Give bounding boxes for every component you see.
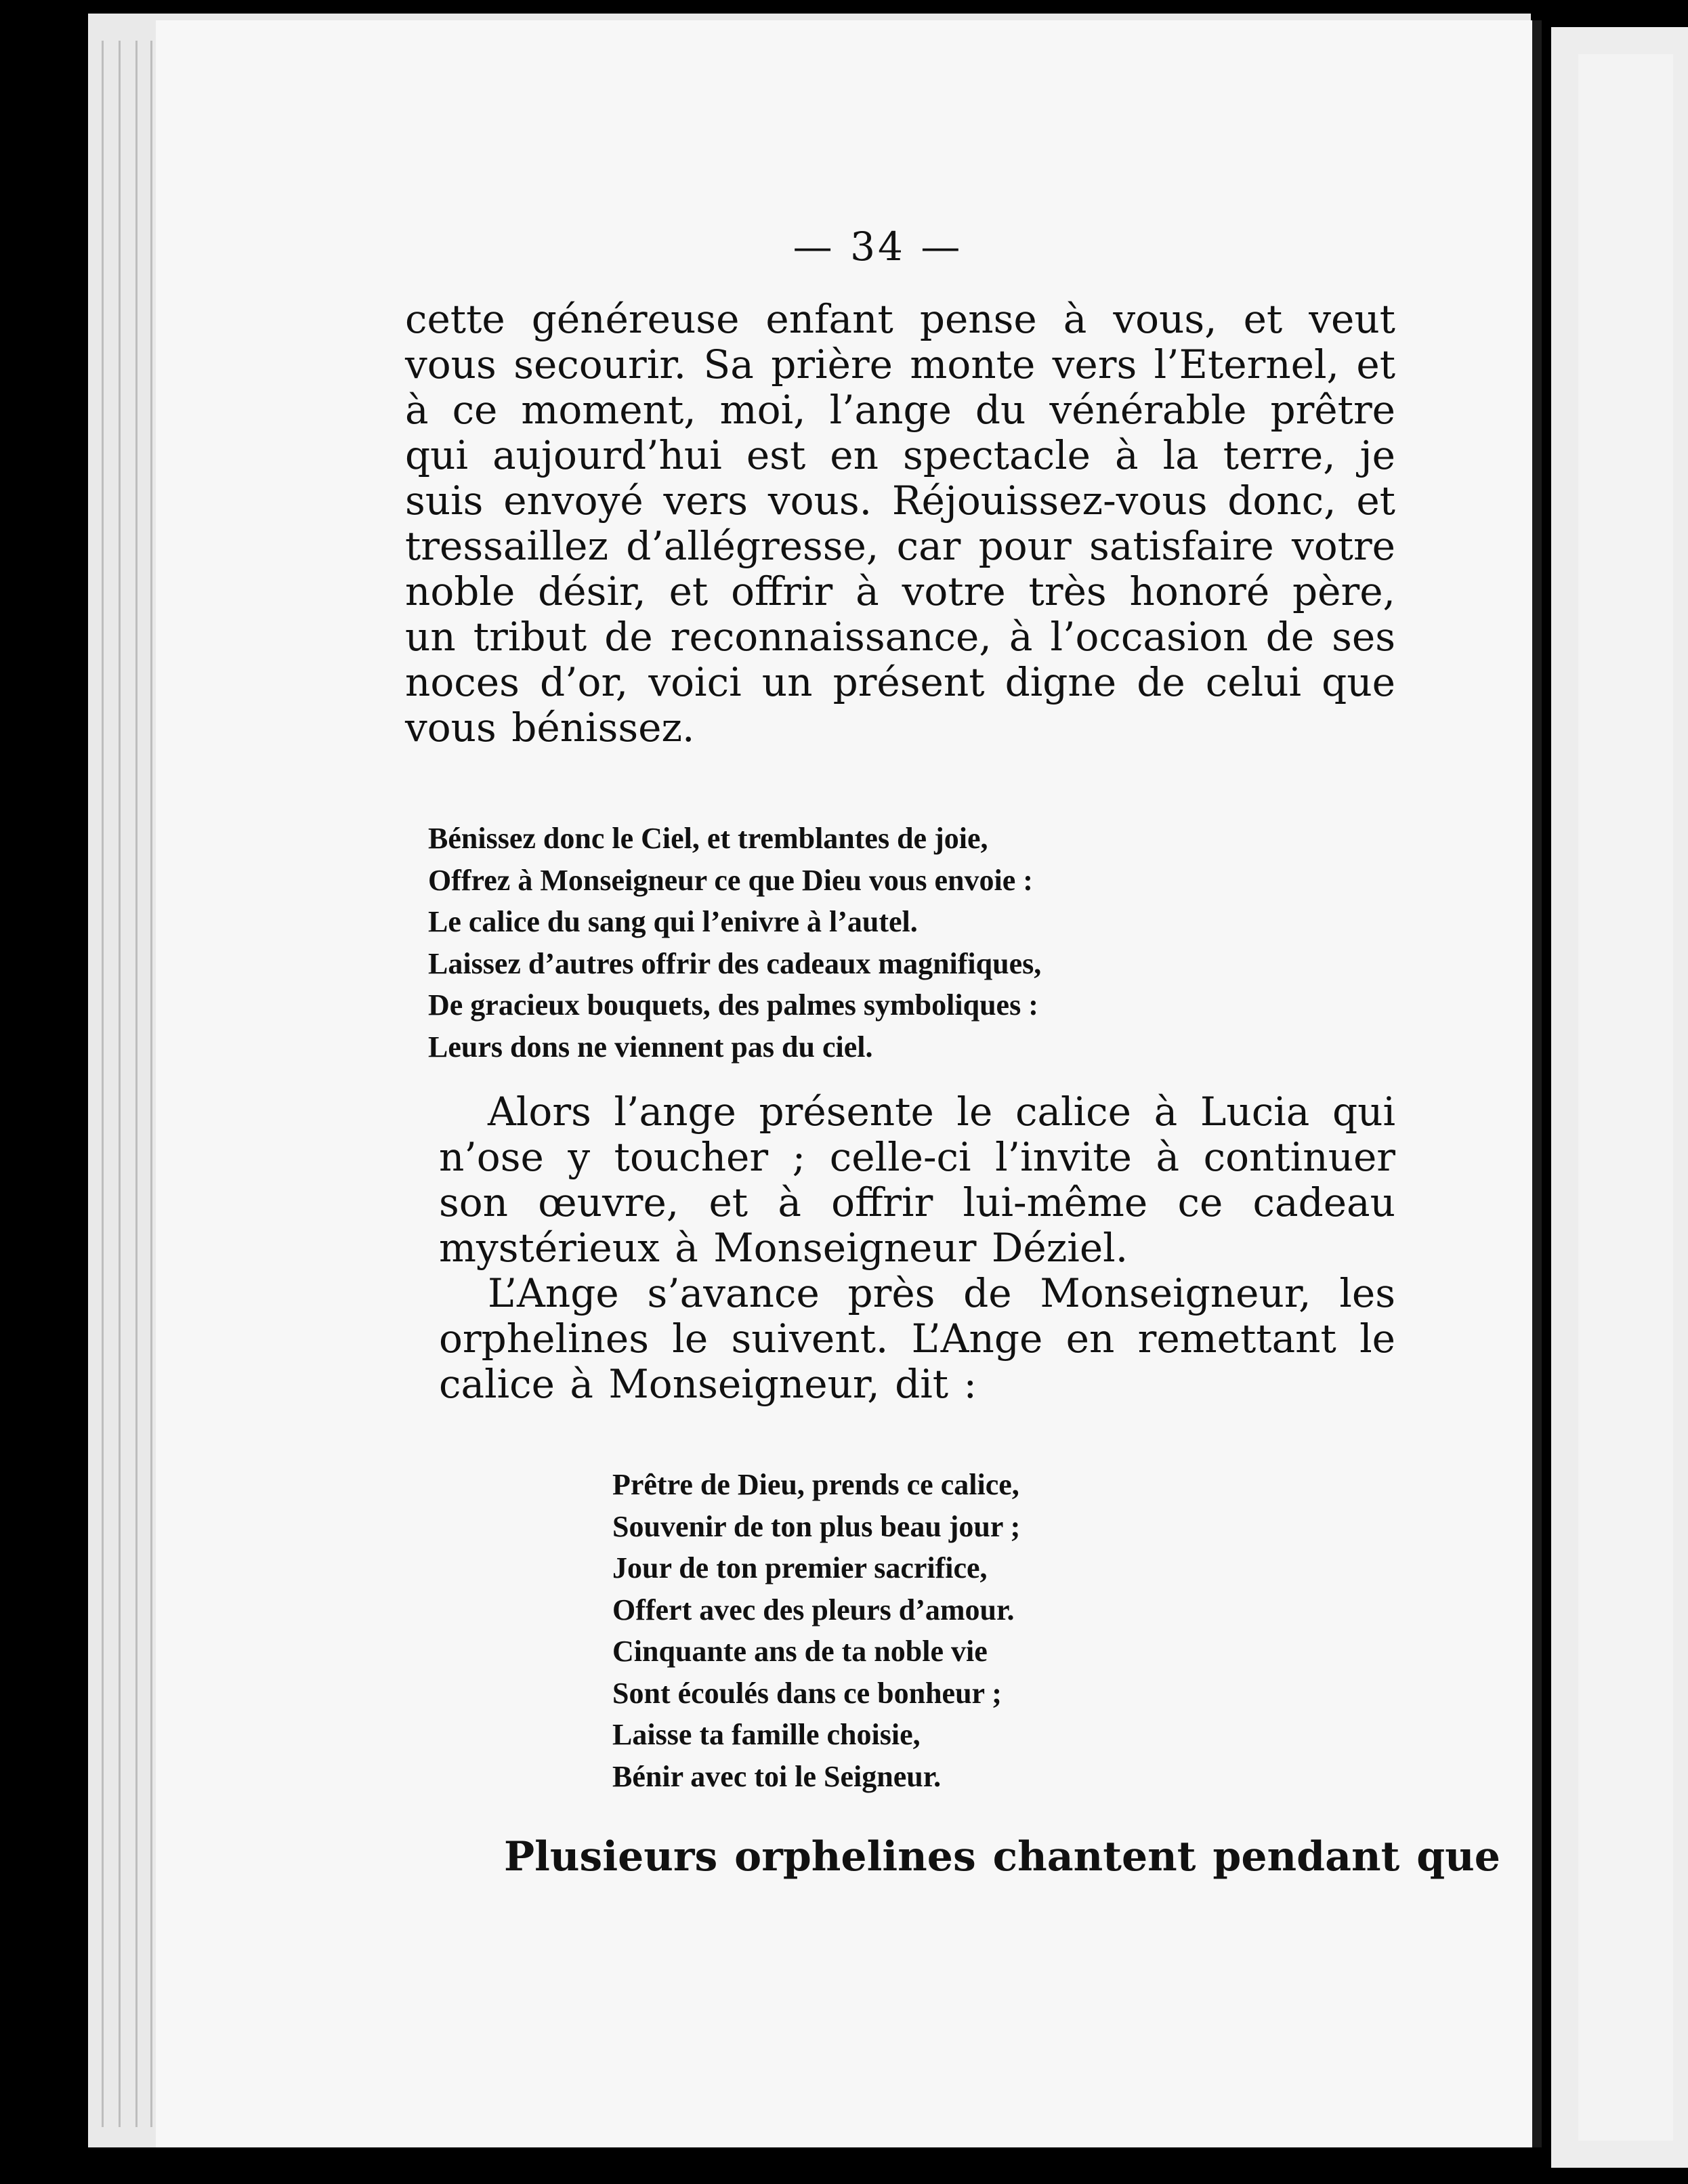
verse-1: [428, 818, 1041, 1068]
paragraph-1-text: cette généreuse enfant pense à vous, et veut vous secourir. Sa prière monte vers l’Eternel, et à ce moment, moi, l’ange du vénérable prêtre qui aujourd’hui est en spectacle à la terre, je suis envoyé vers vous. Réjouissez-vous donc, et tressaillez d’allégresse, car pour satisfaire votre noble désir, et offrir à votre très honoré père, un tribut de reconnaissance, à l’occasion de ses noces d’or, voici un présent digne de celui que vous bénissez.: [405, 296, 1395, 751]
verse-line: Offrez à Monseigneur ce que Dieu vous envoie :: [428, 863, 1033, 897]
verse-line: Le calice du sang qui l’enivre à l’autel.: [428, 905, 918, 938]
paragraph-2b-text: L’Ange s’avance près de Monseigneur, les orphelines le suivent. L’Ange en remettant le calice à Monseigneur, dit :: [439, 1270, 1395, 1407]
verse-line: Souvenir de ton plus beau jour ;: [612, 1509, 1021, 1543]
verse-line: Jour de ton premier sacrifice,: [612, 1551, 988, 1584]
verse-line: Laissez d’autres offrir des cadeaux magnifiques,: [428, 946, 1042, 980]
paragraph-3: [504, 1833, 1500, 1881]
verse-line: Cinquante ans de ta noble vie: [612, 1635, 988, 1668]
page-edge-line: [102, 41, 104, 2127]
page-edge-line: [135, 41, 138, 2127]
verse-line: Prêtre de Dieu, prends ce calice,: [612, 1468, 1019, 1501]
page-gutter-shadow: [1532, 20, 1542, 2147]
verse-line: Offert avec des pleurs d’amour.: [612, 1593, 1015, 1626]
page-edge-line: [119, 41, 121, 2127]
page-number: — 34 —: [793, 224, 963, 270]
verse-line: Bénir avec toi le Seigneur.: [612, 1759, 942, 1793]
page-edge-line: [150, 41, 152, 2127]
paragraph-2a-text: Alors l’ange présente le calice à Lucia qui n’ose y toucher ; celle-ci l’invite à continuer son œuvre, et à offrir lui-même ce cadeau mystérieux à Monseigneur Déziel.: [439, 1089, 1395, 1271]
verse-line: Sont écoulés dans ce bonheur ;: [612, 1676, 1002, 1710]
paragraph-2: [439, 1089, 1395, 1407]
paragraph-3-text: Plusieurs orphelines chantent pendant que: [504, 1833, 1500, 1881]
verse-line: Laisse ta famille choisie,: [612, 1718, 921, 1751]
verse-2: [612, 1464, 1020, 1797]
verse-line: De gracieux bouquets, des palmes symboliques :: [428, 988, 1038, 1022]
next-page-inner: [1578, 54, 1673, 2141]
verse-line: Leurs dons ne viennent pas du ciel.: [428, 1030, 873, 1064]
paragraph-1: [405, 297, 1395, 751]
verse-line: Bénissez donc le Ciel, et tremblantes de joie,: [428, 822, 988, 855]
